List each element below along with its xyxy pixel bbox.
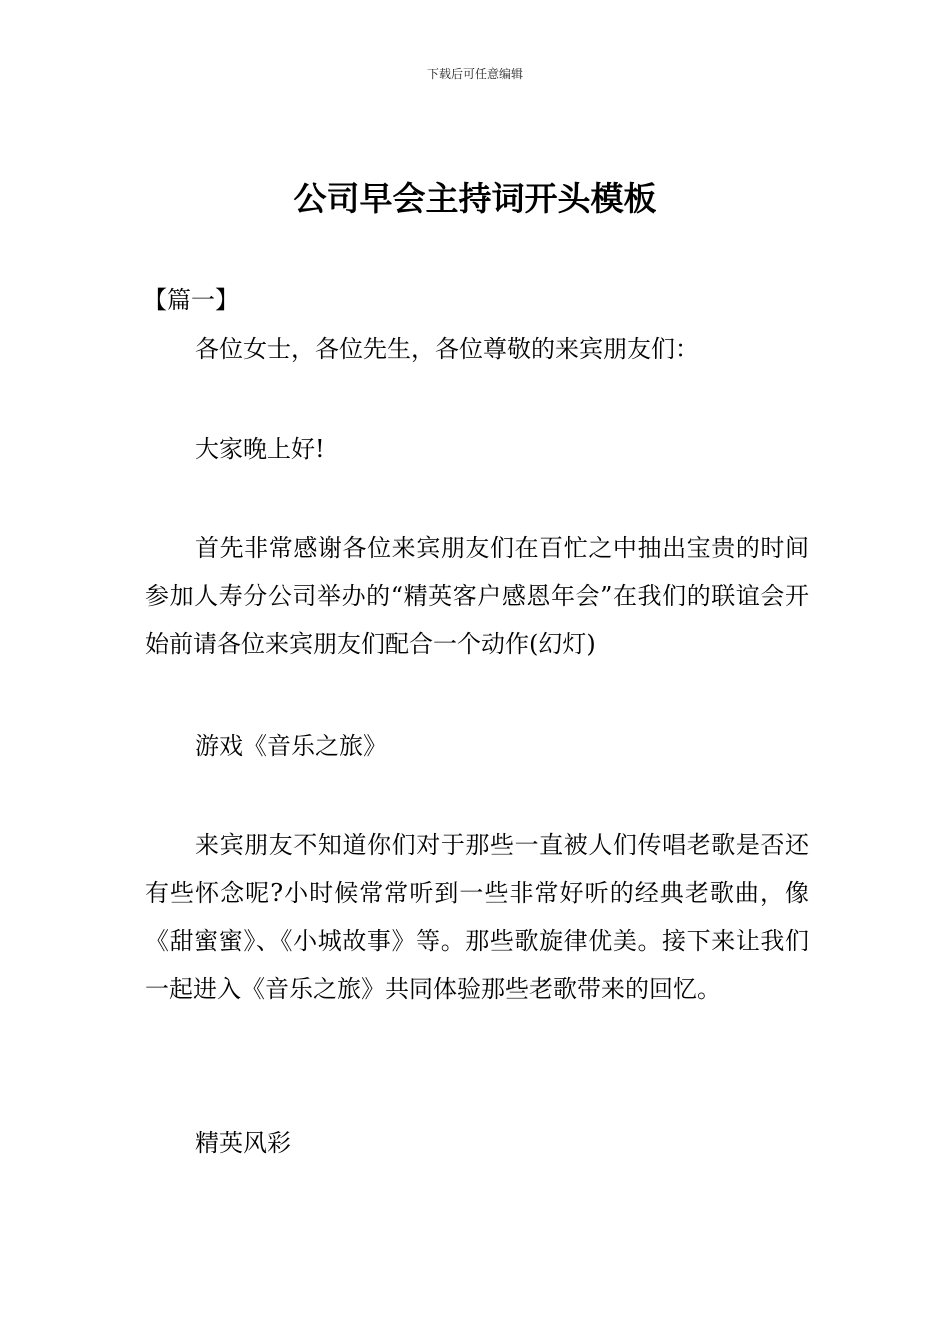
paragraph-game-title: 游戏《音乐之旅》 <box>195 732 387 760</box>
paragraph-good-evening: 大家晚上好! <box>195 435 325 463</box>
paragraph-elite-style: 精英风彩 <box>195 1129 291 1157</box>
document-title: 公司早会主持词开头模板 <box>293 179 657 218</box>
paragraph-greeting: 各位女士，各位先生，各位尊敬的来宾朋友们： <box>195 335 699 363</box>
paragraph-thanks: 首先非常感谢各位来宾朋友们在百忙之中抽出宝贵的时间参加人寿分公司举办的“精英客户感恩年会”在我们的联谊会开始前请各位来宾朋友们配合一个动作(幻灯) <box>145 534 809 658</box>
header-note: 下载后可任意编辑 <box>426 67 523 81</box>
section-label: 【篇一】 <box>143 286 239 314</box>
paragraph-music-journey: 来宾朋友不知道你们对于那些一直被人们传唱老歌是否还有些怀念呢?小时候常常听到一些非常好听的经典老歌曲，像《甜蜜蜜》、《小城故事》等。那些歌旋律优美。接下来让我们一起进入《音乐之旅》共同体验那些老歌带来的回忆。 <box>145 831 809 1003</box>
